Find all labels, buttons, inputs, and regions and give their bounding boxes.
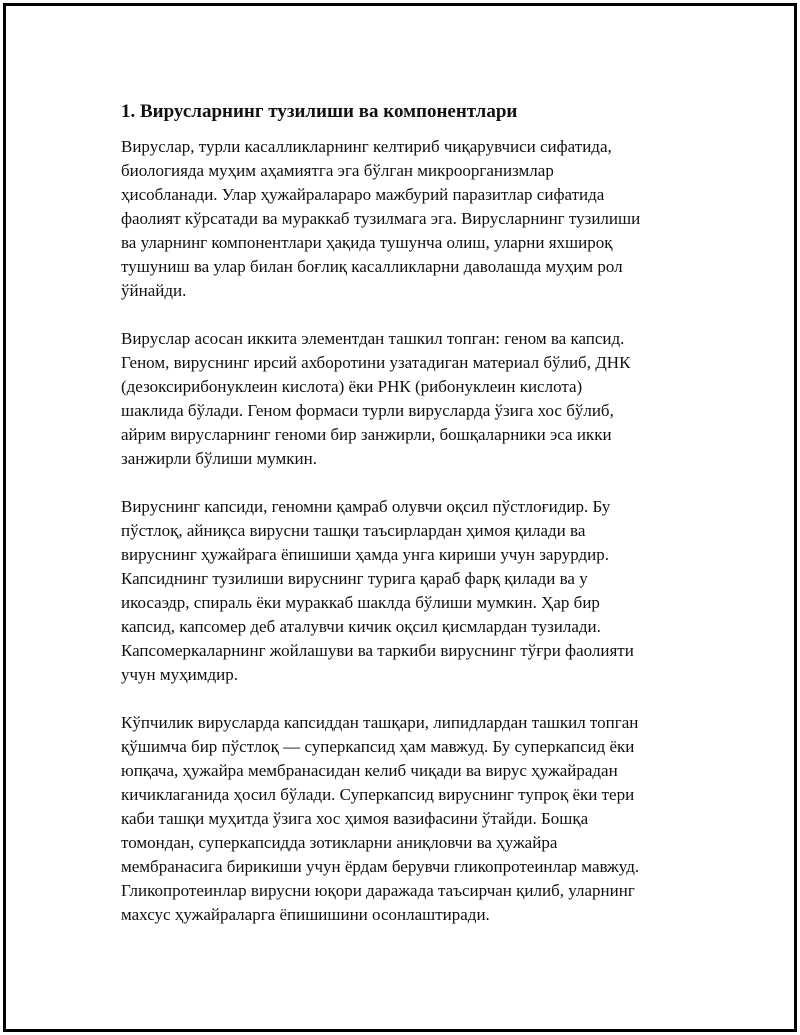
paragraph-capsid	[121, 495, 711, 687]
paragraph-line: махсус ҳужайраларга ёпишишини осонлаштиради.	[121, 905, 490, 924]
paragraph-genome	[121, 327, 711, 471]
paragraph-line: томондан, суперкапсидда зотикларни аниқловчи ва ҳужайра	[121, 833, 558, 852]
paragraph-line: биологияда муҳим аҳамиятга эга бўлган микроорганизмлар	[121, 161, 554, 180]
page-frame	[3, 3, 797, 1032]
paragraph-line: Вируснинг капсиди, геномни қамраб олувчи оқсил пўстлоғидир. Бу	[121, 497, 611, 516]
paragraph-line: тушуниш ва улар билан боғлиқ касалликларни даволашда муҳим рол	[121, 257, 623, 276]
paragraph-line: шаклида бўлади. Геном формаси турли вирусларда ўзига хос бўлиб,	[121, 401, 614, 420]
paragraph-line: Капсиднинг тузилиши вируснинг турига қараб фарқ қилади ва у	[121, 569, 588, 588]
paragraph-line: Вируслар, турли касалликларнинг келтириб чиқарувчиси сифатида,	[121, 137, 612, 156]
paragraph-supercapsid	[121, 711, 711, 927]
paragraph-line: ўйнайди.	[121, 281, 187, 300]
paragraph-line: Гликопротеинлар вирусни юқори даражада таъсирчан қилиб, уларнинг	[121, 881, 635, 900]
paragraph-line: (дезоксирибонуклеин кислота) ёки РНК (рибонуклеин кислота)	[121, 377, 583, 396]
paragraph-line: пўстлоқ, айниқса вирусни ташқи таъсирлардан ҳимоя қилади ва	[121, 521, 586, 540]
paragraph-line: мембранасига бирикиши учун ёрдам берувчи гликопротеинлар мавжуд.	[121, 857, 640, 876]
paragraph-line: вируснинг ҳужайрага ёпишиши ҳамда унга кириши учун зарурдир.	[121, 545, 610, 564]
paragraph-line: учун муҳимдир.	[121, 665, 239, 684]
paragraph-line: Капсомеркаларнинг жойлашуви ва таркиби вируснинг тўғри фаолияти	[121, 641, 634, 660]
paragraph-line: капсид, капсомер деб аталувчи кичик оқсил қисмлардан тузилади.	[121, 617, 601, 636]
paragraph-line: фаолият кўрсатади ва мураккаб тузилмага эга. Вирусларнинг тузилиши	[121, 209, 641, 228]
paragraph-line: айрим вирусларнинг геноми бир занжирли, бошқаларники эса икки	[121, 425, 612, 444]
document-title: 1. Вирусларнинг тузилиши ва компонентлари	[121, 101, 518, 122]
paragraph-line: ва уларнинг компонентлари ҳақида тушунча олиш, уларни яхшироқ	[121, 233, 613, 252]
paragraph-line: Кўпчилик вирусларда капсиддан ташқари, липидлардан ташкил топган	[121, 713, 639, 732]
paragraph-line: каби ташқи муҳитда ўзига хос ҳимоя вазифасини ўтайди. Бошқа	[121, 809, 589, 828]
paragraph-line: қўшимча бир пўстлоқ — суперкапсид ҳам мавжуд. Бу суперкапсид ёки	[121, 737, 635, 756]
paragraph-line: юпқача, ҳужайра мембранасидан келиб чиқади ва вирус ҳужайрадан	[121, 761, 618, 780]
paragraph-intro	[121, 135, 711, 303]
paragraph-line: икосаэдр, спираль ёки мураккаб шаклда бўлиши мумкин. Ҳар бир	[121, 593, 600, 612]
paragraph-line: ҳисобланади. Улар ҳужайралараро мажбурий паразитлар сифатида	[121, 185, 605, 204]
paragraph-line: занжирли бўлиши мумкин.	[121, 449, 317, 468]
paragraph-line: Вируслар асосан иккита элементдан ташкил топган: геном ва капсид.	[121, 329, 625, 348]
paragraph-line: кичиклаганида ҳосил бўлади. Суперкапсид вируснинг тупроқ ёки тери	[121, 785, 635, 804]
paragraph-line: Геном, вируснинг ирсий ахборотини узатадиган материал бўлиб, ДНК	[121, 353, 631, 372]
document-body	[121, 99, 711, 951]
